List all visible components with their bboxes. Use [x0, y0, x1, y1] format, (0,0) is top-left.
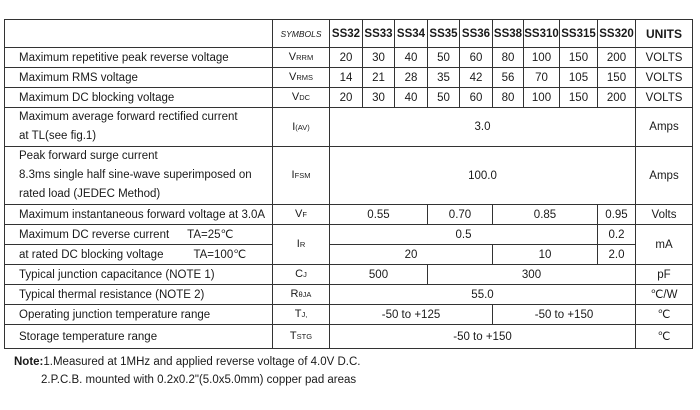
header-part: SS33	[363, 20, 395, 48]
value-cell: 200	[598, 88, 636, 108]
value-cell: 0.2	[598, 225, 636, 245]
value-cell: 20	[330, 48, 363, 68]
value-cell: 500	[330, 265, 428, 285]
value-cell: 10	[493, 245, 598, 265]
symbol-cell	[273, 147, 330, 205]
header-part: SS35	[428, 20, 460, 48]
note-text: 2.P.C.B. mounted with 0.2x0.2"(5.0x5.0mm) copper pad areas	[41, 374, 357, 386]
param-line: at TL(see fig.1)	[19, 130, 97, 142]
value-cell: -50 to +125	[330, 305, 493, 325]
symbol-cell	[273, 48, 330, 68]
symbol-letter: I	[292, 120, 296, 133]
param-label	[5, 245, 273, 265]
value-cell: 0.5	[330, 225, 598, 245]
value-cell: 50	[428, 48, 460, 68]
symbol-subscript: R	[299, 240, 306, 249]
symbol-letter: V	[288, 71, 297, 83]
param-label	[5, 147, 273, 205]
symbol-subscript: RMS	[296, 73, 313, 82]
value-cell: 0.55	[330, 205, 428, 225]
value-cell: 60	[460, 88, 493, 108]
param-label: Maximum instantaneous forward voltage at 3.0A	[5, 205, 273, 225]
param-line: Peak forward surge current	[19, 150, 158, 162]
param-label: Storage temperature range	[5, 325, 273, 349]
row-vrrm	[5, 48, 693, 68]
value-cell: 50	[428, 88, 460, 108]
value-cell: 2.0	[598, 245, 636, 265]
symbol-cell	[273, 265, 330, 285]
value-cell: 100	[524, 48, 560, 68]
unit-cell: pF	[636, 265, 693, 285]
value-cell: 0.85	[493, 205, 598, 225]
unit-cell: ℃	[636, 305, 693, 325]
note-line-2	[14, 371, 360, 389]
value-cell: 70	[524, 68, 560, 88]
symbol-subscript: RRM	[296, 53, 314, 62]
header-part: SS32	[330, 20, 363, 48]
value-cell: -50 to +150	[330, 325, 636, 349]
header-part: SS320	[598, 20, 636, 48]
symbol-cell	[273, 205, 330, 225]
param-text: at rated DC blocking voltage	[19, 248, 164, 261]
spec-table	[4, 19, 693, 349]
row-vdc	[5, 88, 693, 108]
symbol-subscript: J	[303, 270, 307, 279]
symbol-cell	[273, 108, 330, 147]
symbol-cell	[273, 88, 330, 108]
value-cell: 56	[493, 68, 524, 88]
symbol-subscript: F	[302, 210, 307, 219]
value-cell: 0.95	[598, 205, 636, 225]
unit-cell: ℃/W	[636, 285, 693, 305]
param-label: Typical junction capacitance (NOTE 1)	[5, 265, 273, 285]
param-label: Maximum repetitive peak reverse voltage	[5, 48, 273, 68]
value-cell: 105	[560, 68, 598, 88]
header-blank	[5, 20, 273, 48]
unit-cell: mA	[636, 225, 693, 265]
value-cell: 80	[493, 48, 524, 68]
value-cell: 3.0	[330, 108, 636, 147]
row-cj	[5, 265, 693, 285]
symbol-cell	[273, 68, 330, 88]
value-cell: 20	[330, 245, 493, 265]
unit-cell: Amps	[636, 147, 693, 205]
value-cell: 40	[395, 88, 428, 108]
header-symbols: SYMBOLS	[273, 20, 330, 48]
value-cell: 14	[330, 68, 363, 88]
note-line-1	[14, 353, 360, 371]
value-cell: 60	[460, 48, 493, 68]
notes	[14, 353, 360, 389]
value-cell: 150	[598, 68, 636, 88]
unit-cell: VOLTS	[636, 68, 693, 88]
symbol-subscript: STG	[296, 332, 313, 341]
param-label	[5, 225, 273, 245]
value-cell: 300	[428, 265, 636, 285]
param-label: Operating junction temperature range	[5, 305, 273, 325]
symbol-subscript: (AV)	[295, 122, 310, 132]
row-vrms	[5, 68, 693, 88]
param-label: Maximum RMS voltage	[5, 68, 273, 88]
header-units: UNITS	[636, 20, 693, 48]
row-iav	[5, 108, 693, 147]
param-label	[5, 108, 273, 147]
unit-cell: VOLTS	[636, 88, 693, 108]
symbol-cell	[273, 285, 330, 305]
value-cell: 20	[330, 88, 363, 108]
symbol-subscript: FSM	[294, 171, 311, 180]
symbol-letter: T	[294, 308, 302, 320]
symbol-subscript: DC	[299, 93, 311, 102]
header-part: SS310	[524, 20, 560, 48]
symbol-letter: R	[290, 288, 299, 300]
row-rth	[5, 285, 693, 305]
row-ifsm	[5, 147, 693, 205]
symbol-letter: T	[289, 330, 297, 342]
symbol-cell	[273, 325, 330, 349]
row-ir-100	[5, 245, 693, 265]
unit-cell: ℃	[636, 325, 693, 349]
row-vf	[5, 205, 693, 225]
header-row	[5, 20, 693, 48]
symbol-letter: V	[295, 208, 303, 220]
param-condition: TA=100℃	[193, 248, 247, 261]
row-tj	[5, 305, 693, 325]
unit-cell: Volts	[636, 205, 693, 225]
value-cell: 40	[395, 48, 428, 68]
header-part: SS36	[460, 20, 493, 48]
unit-cell: VOLTS	[636, 48, 693, 68]
param-line: rated load (JEDEC Method)	[19, 188, 161, 200]
param-text: Maximum DC reverse current	[19, 228, 170, 241]
symbol-letter: I	[296, 238, 300, 250]
symbol-letter: I	[291, 169, 295, 181]
value-cell: 0.70	[428, 205, 493, 225]
value-cell: 30	[363, 48, 395, 68]
param-line: 8.3ms single half sine-wave superimposed on	[19, 169, 252, 181]
value-cell: -50 to +150	[493, 305, 636, 325]
param-label: Typical thermal resistance (NOTE 2)	[5, 285, 273, 305]
note-label: Note:	[14, 356, 44, 368]
note-text: 1.Measured at 1MHz and applied reverse voltage of 4.0V D.C.	[43, 356, 361, 368]
symbol-cell	[273, 305, 330, 325]
symbol-letter: V	[288, 51, 297, 63]
row-ir-25	[5, 225, 693, 245]
value-cell: 35	[428, 68, 460, 88]
value-cell: 200	[598, 48, 636, 68]
value-cell: 80	[493, 88, 524, 108]
header-part: SS38	[493, 20, 524, 48]
value-cell: 100.0	[330, 147, 636, 205]
header-part: SS315	[560, 20, 598, 48]
param-condition: TA=25℃	[187, 228, 234, 241]
value-cell: 100	[524, 88, 560, 108]
value-cell: 150	[560, 48, 598, 68]
row-tstg	[5, 325, 693, 349]
value-cell: 21	[363, 68, 395, 88]
symbol-cell	[273, 225, 330, 265]
symbol-letter: V	[291, 91, 300, 103]
value-cell: 150	[560, 88, 598, 108]
param-line: Maximum average forward rectified current	[19, 111, 238, 123]
unit-cell: Amps	[636, 108, 693, 147]
header-part: SS34	[395, 20, 428, 48]
value-cell: 30	[363, 88, 395, 108]
symbol-letter: C	[295, 268, 304, 280]
param-label: Maximum DC blocking voltage	[5, 88, 273, 108]
symbol-subscript: θJA	[298, 290, 312, 299]
symbol-subscript: J,	[301, 310, 308, 319]
value-cell: 42	[460, 68, 493, 88]
value-cell: 55.0	[330, 285, 636, 305]
value-cell: 28	[395, 68, 428, 88]
